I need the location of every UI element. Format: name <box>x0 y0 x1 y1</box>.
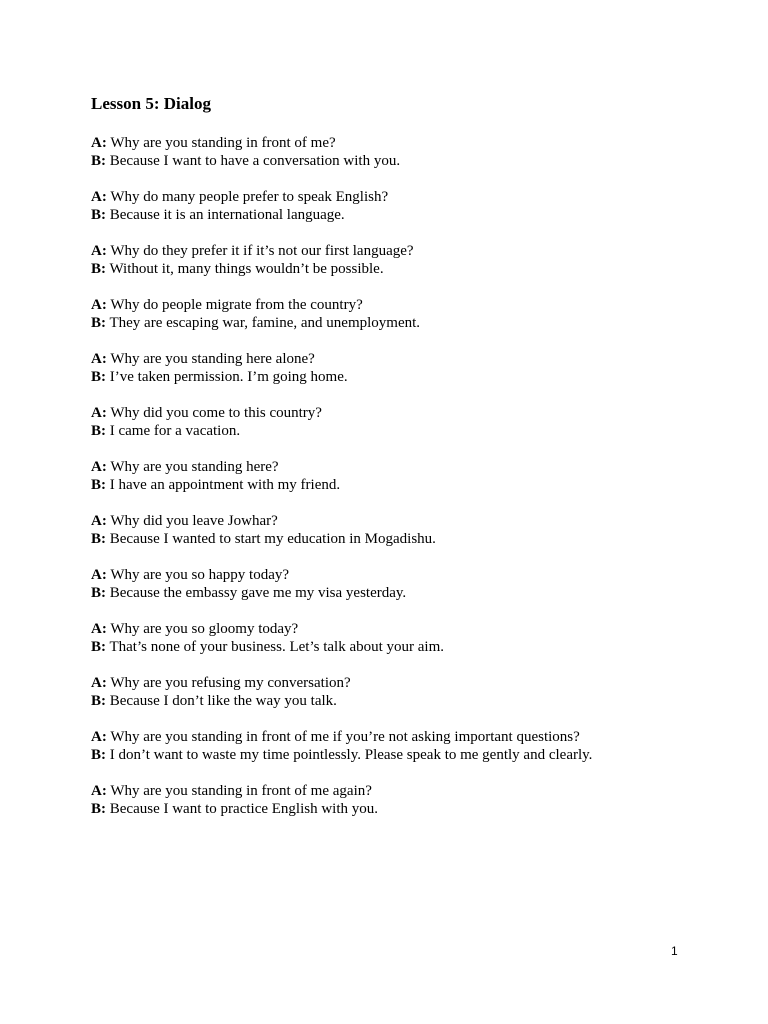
speaker-label: B: <box>91 423 106 439</box>
question-line <box>91 458 731 476</box>
speaker-label: B: <box>91 315 106 331</box>
speaker-label: A: <box>91 189 107 205</box>
answer-text: Because I don’t like the way you talk. <box>109 693 337 709</box>
question-line <box>91 566 731 584</box>
answer-line <box>91 692 731 710</box>
speaker-label: A: <box>91 621 107 637</box>
speaker-label: B: <box>91 639 106 655</box>
answer-text: I don’t want to waste my time pointlessly. Please speak to me gently and clearly. <box>109 747 593 763</box>
speaker-label: A: <box>91 567 107 583</box>
answer-text: Because I want to practice English with you. <box>109 801 379 817</box>
question-text: Why are you standing here alone? <box>110 351 315 367</box>
answer-line <box>91 422 731 440</box>
question-line <box>91 188 731 206</box>
dialog-exchange <box>91 512 731 566</box>
answer-line <box>91 206 731 224</box>
answer-line <box>91 584 731 602</box>
speaker-label: B: <box>91 531 106 547</box>
speaker-label: B: <box>91 585 106 601</box>
dialog-exchange <box>91 674 731 728</box>
page-number: 1 <box>671 944 678 958</box>
question-text: Why are you refusing my conversation? <box>110 675 351 691</box>
answer-text: Because I wanted to start my education in Mogadishu. <box>109 531 436 547</box>
speaker-label: A: <box>91 297 107 313</box>
speaker-label: A: <box>91 729 107 745</box>
question-text: Why did you come to this country? <box>110 405 322 421</box>
speaker-label: A: <box>91 675 107 691</box>
question-line <box>91 512 731 530</box>
speaker-label: B: <box>91 801 106 817</box>
question-line <box>91 350 731 368</box>
speaker-label: A: <box>91 135 107 151</box>
dialog-exchange <box>91 458 731 512</box>
answer-line <box>91 260 731 278</box>
answer-text: I’ve taken permission. I’m going home. <box>109 369 348 385</box>
question-line <box>91 404 731 422</box>
dialog-list <box>91 134 731 836</box>
answer-text: Because it is an international language. <box>109 207 345 223</box>
answer-line <box>91 152 731 170</box>
speaker-label: A: <box>91 243 107 259</box>
question-text: Why do many people prefer to speak English? <box>110 189 389 205</box>
answer-line <box>91 314 731 332</box>
page-title: Lesson 5: Dialog <box>91 94 211 113</box>
question-line <box>91 674 731 692</box>
speaker-label: B: <box>91 477 106 493</box>
speaker-label: B: <box>91 261 106 277</box>
speaker-label: B: <box>91 747 106 763</box>
answer-line <box>91 746 731 764</box>
question-line <box>91 728 731 746</box>
speaker-label: A: <box>91 783 107 799</box>
answer-text: I came for a vacation. <box>109 423 241 439</box>
dialog-exchange <box>91 350 731 404</box>
answer-text: Because the embassy gave me my visa yesterday. <box>109 585 407 601</box>
dialog-exchange <box>91 242 731 296</box>
answer-text: They are escaping war, famine, and unemployment. <box>109 315 421 331</box>
answer-line <box>91 800 731 818</box>
speaker-label: A: <box>91 513 107 529</box>
answer-text: That’s none of your business. Let’s talk about your aim. <box>109 639 445 655</box>
question-text: Why are you so gloomy today? <box>110 621 299 637</box>
answer-text: I have an appointment with my friend. <box>109 477 341 493</box>
speaker-label: B: <box>91 369 106 385</box>
speaker-label: B: <box>91 207 106 223</box>
question-line <box>91 242 731 260</box>
question-text: Why are you so happy today? <box>110 567 290 583</box>
dialog-exchange <box>91 296 731 350</box>
dialog-exchange <box>91 782 731 836</box>
speaker-label: A: <box>91 459 107 475</box>
question-text: Why do people migrate from the country? <box>110 297 363 313</box>
dialog-exchange <box>91 134 731 188</box>
speaker-label: B: <box>91 693 106 709</box>
question-text: Why are you standing in front of me? <box>110 135 336 151</box>
question-text: Why do they prefer it if it’s not our first language? <box>110 243 414 259</box>
question-text: Why are you standing in front of me if you’re not asking important questions? <box>110 729 580 745</box>
answer-line <box>91 368 731 386</box>
answer-line <box>91 530 731 548</box>
question-line <box>91 620 731 638</box>
question-text: Why are you standing here? <box>110 459 279 475</box>
question-text: Why did you leave Jowhar? <box>110 513 278 529</box>
answer-text: Because I want to have a conversation with you. <box>109 153 401 169</box>
dialog-exchange <box>91 728 731 782</box>
answer-line <box>91 638 731 656</box>
speaker-label: A: <box>91 351 107 367</box>
dialog-exchange <box>91 620 731 674</box>
question-line <box>91 782 731 800</box>
dialog-exchange <box>91 188 731 242</box>
speaker-label: B: <box>91 153 106 169</box>
dialog-exchange <box>91 404 731 458</box>
question-line <box>91 134 731 152</box>
question-text: Why are you standing in front of me again? <box>110 783 372 799</box>
answer-text: Without it, many things wouldn’t be possible. <box>109 261 384 277</box>
dialog-exchange <box>91 566 731 620</box>
answer-line <box>91 476 731 494</box>
question-line <box>91 296 731 314</box>
speaker-label: A: <box>91 405 107 421</box>
